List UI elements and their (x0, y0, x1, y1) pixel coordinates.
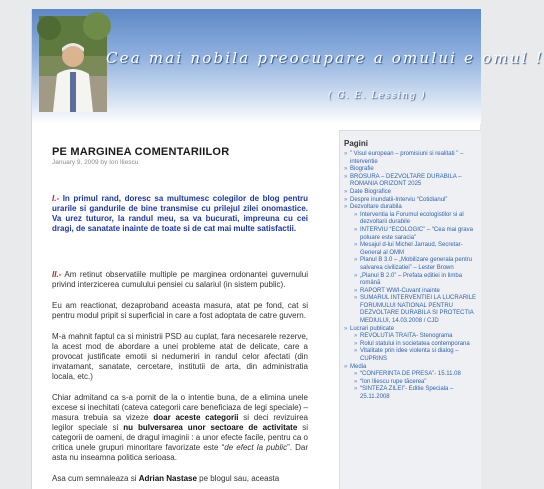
paragraph-text: ”. Dar asta nu inseamna politica serioasa. (52, 443, 308, 462)
arrow-right-icon: » (344, 325, 348, 332)
sidebar-item-label: “CONFERINTA DE PRESA”- 15.11.08 (360, 371, 461, 378)
sidebar-item-media[interactable] (344, 364, 481, 372)
sidebar-item-sinteza-zilei[interactable] (344, 386, 481, 401)
paragraph-text: Asa cum semnaleaza si (52, 474, 139, 483)
post-paragraph-5 (52, 474, 308, 484)
paragraph-text: Chiar admitand ca s-a pornit de la o intentie buna, de a elimina unele excese si inechitati (cateva categorii care beneficiaza de legi speciale) – masura trebuia sa vizeze (52, 393, 308, 422)
blog-motto: Cea mai nobila preocupare a omului e omul ! (106, 49, 544, 67)
paragraph-bold: nu bulversarea unor sectoare de activitate (123, 423, 298, 432)
sidebar-item-label: Date Biografice (350, 188, 392, 195)
sidebar-item-lucrari-publicate[interactable] (344, 326, 481, 334)
author-photo (39, 16, 107, 112)
post-paragraph-1 (52, 270, 308, 290)
sidebar-item-label: BROSURA – DEZVOLTARE DURABILA – ROMANIA ORIZONT 2025 (350, 173, 462, 188)
sidebar-item-label: Biografie (350, 166, 374, 173)
sidebar-title: Pagini (344, 139, 369, 148)
sidebar-item-label: Mesajul d-lui Michel Jarraud, Secretar-General al OMM (360, 242, 463, 256)
paragraph-lead: II.- (52, 270, 62, 279)
arrow-right-icon: » (354, 211, 358, 218)
sidebar-item-planul-b3[interactable] (344, 257, 481, 272)
sidebar-item-label: Dezvoltare durabila (350, 204, 402, 211)
arrow-right-icon: » (344, 363, 348, 370)
paragraph-text: Am retinut observatiile multiple pe marginea ordonantei guvernului privind interzicerea cumulului pensiei cu salariul (in sistem public). (52, 270, 308, 289)
arrow-right-icon: » (344, 204, 348, 211)
arrow-right-icon: » (344, 151, 348, 157)
sidebar-pages-list (344, 151, 481, 402)
sidebar (339, 130, 481, 489)
paragraph-text: pe blogul sau, aceasta (196, 474, 280, 483)
sidebar-item-label: Media (350, 363, 367, 370)
arrow-right-icon: » (344, 196, 348, 203)
sidebar-item-dezvoltare-durabila[interactable] (344, 204, 481, 212)
sidebar-item-mesajul-jarraud[interactable] (344, 242, 481, 257)
sidebar-item-label: REVOLUTIA TRAITA- Stenograma (360, 333, 453, 340)
sidebar-item-interventia-forum[interactable] (344, 212, 481, 227)
arrow-right-icon: » (354, 295, 358, 302)
arrow-right-icon: » (354, 257, 358, 264)
arrow-right-icon: » (354, 386, 358, 393)
sidebar-item-label: SUMARUL INTERVENTIEI LA LUCRARILE FORUMULUI NATIONAL PENTRU DEZVOLTARE DURABILA SI PROTECTIA MEDIULUI, 14.03.2008 / CJD (360, 295, 477, 325)
post-paragraph-4 (52, 393, 308, 463)
sidebar-item-label: Planul B 3.0 – „Mobilizare generala pentru salvarea civilizatiei” – Lester Brown (360, 257, 473, 271)
sidebar-item-biografie[interactable] (344, 166, 481, 174)
sidebar-item-label: Despre inundatii-Interviu “Cotidianul” (350, 196, 448, 203)
post-paragraph-2: Eu am reactionat, dezaproband aceasta masura, atat pe fond, cat si pentru modul pripit si superficial in care a fost adoptata de catre guvern. (52, 301, 308, 320)
sidebar-item-vitalitate[interactable] (344, 348, 481, 363)
intro-lead: I.- (52, 194, 60, 203)
author-photo-image (39, 16, 107, 112)
arrow-right-icon: » (354, 226, 358, 233)
paragraph-text: si deci revizuirea legilor speciale si (52, 413, 308, 432)
arrow-right-icon: » (354, 340, 358, 347)
arrow-right-icon: » (354, 333, 358, 340)
page (31, 9, 544, 489)
motto-author: ( G. E. Lessing ) (328, 91, 427, 101)
sidebar-item-label: Lucrari publicate (350, 325, 395, 332)
arrow-right-icon: » (344, 188, 348, 195)
arrow-right-icon: » (354, 348, 358, 355)
sidebar-item-label: RAPORT WWI-Cuvant inainte (360, 287, 440, 294)
paragraph-text: si categorii de oameni, de dragul imaginii : a unor efecte facile, pentru ca o critica unele grupuri minoritare favorizate este “ (52, 423, 309, 452)
sidebar-item-ion-iliescu-rupe-tacerea[interactable] (344, 379, 481, 387)
arrow-right-icon: » (354, 371, 358, 378)
paragraph-bold: doar aceste categorii (153, 413, 239, 422)
sidebar-item-label: Interventia la Forumul ecologistilor si al dezvoltarii durabile (360, 211, 464, 226)
sidebar-item-label: Vitalitate prin idee violenta si dialog – CUPRINS (360, 348, 459, 363)
paragraph-italic: de efect la public (224, 443, 288, 452)
arrow-right-icon: » (354, 287, 358, 294)
arrow-right-icon: » (344, 173, 348, 180)
arrow-right-icon: » (354, 242, 358, 249)
post-content (52, 136, 308, 484)
post-meta: January 9, 2009 by Ion Iliescu (52, 159, 139, 166)
sidebar-item-raport-wwi[interactable] (344, 288, 481, 296)
post-paragraph-3: M-a mahnit faptul ca si ministrii PSD au cuplat, fara necesarele rezerve, la acest mod de abordare a unei probleme atat de delicate, care a provocat justificate emotii si nedumeriri in randul celor afectati (din invatamant, sanatate, cercetare, institutii de arta, din administratia locala, etc.) (52, 332, 308, 381)
arrow-right-icon: » (354, 378, 358, 385)
sidebar-item-date-biografice[interactable] (344, 189, 481, 197)
arrow-right-icon: » (344, 166, 348, 173)
paragraph-bold: Adrian Nastase (138, 474, 197, 483)
sidebar-item-revolutia-traita[interactable] (344, 333, 481, 341)
sidebar-item-label: INTERVIU “ECOLOGIC” – “Cea mai grava poluare este saracia” (360, 226, 473, 241)
sidebar-item-label: „Planul B 2.0” – Prefata editiei in limba română (360, 272, 463, 287)
arrow-right-icon: » (354, 272, 358, 279)
sidebar-item-visul-european[interactable] (344, 151, 481, 166)
sidebar-item-brosura[interactable] (344, 174, 481, 189)
sidebar-item-despre-inundatii[interactable] (344, 197, 481, 205)
sidebar-item-interviu-ecologic[interactable] (344, 227, 481, 242)
blog-header (32, 9, 544, 124)
sidebar-item-planul-b2[interactable] (344, 273, 481, 288)
post-title[interactable]: PE MARGINEA COMENTARIILOR (52, 146, 230, 158)
sidebar-item-label: Rolul statului in societatea contemporana (360, 340, 470, 347)
post-intro (52, 194, 308, 234)
sidebar-item-label: “SINTEZA ZILEI”- Editie Speciala – 25.11.2008 (360, 386, 454, 400)
sidebar-item-sumarul-interventiei[interactable] (344, 295, 481, 325)
sidebar-item-rolul-statului[interactable] (344, 341, 481, 349)
sidebar-item-label: “Ion Iliescu rupe tăcerea” (360, 378, 427, 385)
intro-text: In primul rand, doresc sa multumesc colegilor de blog pentru urarile si gandurile de bine transmise cu prilejul zilei onomastice. Va urez tuturor, la randul meu, sa va bucurati, impreuna cu cei dragi, de sanatate inainte de toate si de cat mai multe satisfactii. (52, 194, 308, 233)
sidebar-item-label: ” Visul european – promisiuni si realitati ” – interventie (350, 151, 464, 165)
sidebar-item-conferinta-presa[interactable] (344, 371, 481, 379)
